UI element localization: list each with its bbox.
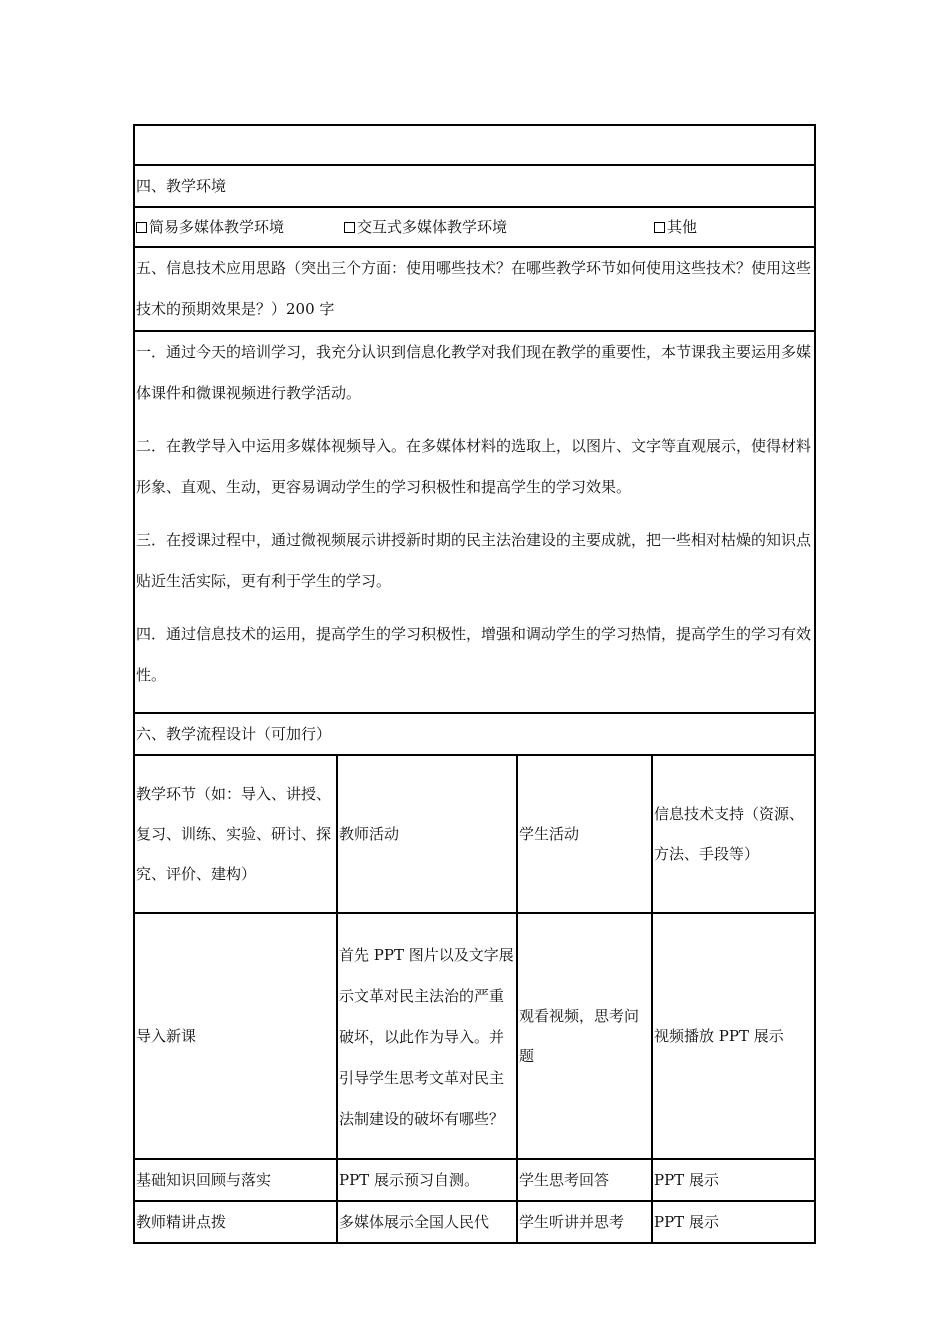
section6-row (134, 713, 815, 755)
checkbox-icon[interactable] (136, 222, 147, 233)
checkbox-icon[interactable] (344, 222, 355, 233)
section5-title-row (134, 247, 815, 331)
section5-title: 五、信息技术应用思路（突出三个方面：使用哪些技术？在哪些教学环节如何使用这些技术？使用这些技术的预期效果是？）200 字 (134, 247, 815, 331)
environment-cell (134, 207, 815, 247)
header-stage: 教学环节（如：导入、讲授、复习、训练、实验、研讨、探究、评价、建构） (134, 755, 337, 913)
paragraph-3: 三．在授课过程中，通过微视频展示讲授新时期的民主法治建设的主要成就，把一些相对枯燥的知识点贴近生活实际，更有利于学生的学习。 (136, 531, 812, 590)
teacher-cell: PPT 展示预习自测。 (337, 1159, 517, 1201)
section4-row (134, 165, 815, 207)
student-cell: 观看视频，思考问题 (517, 913, 652, 1159)
paragraph-4: 四．通过信息技术的运用，提高学生的学习积极性，增强和调动学生的学习热情，提高学生的学习有效性。 (136, 625, 812, 684)
table-row (134, 913, 815, 1159)
tech-cell: PPT 展示 (652, 1159, 815, 1201)
section5-content (134, 331, 815, 713)
empty-row (134, 125, 815, 165)
tech-cell: PPT 展示 (652, 1201, 815, 1243)
tech-cell: 视频播放 PPT 展示 (652, 913, 815, 1159)
teacher-cell: 多媒体展示全国人民代 (337, 1201, 517, 1243)
stage-cell: 导入新课 (134, 913, 337, 1159)
checkbox-icon[interactable] (654, 222, 665, 233)
paragraph-2: 二．在教学导入中运用多媒体视频导入。在多媒体材料的选取上，以图片、文字等直观展示，使得材料形象、直观、生动，更容易调动学生的学习积极性和提高学生的学习效果。 (136, 437, 812, 496)
section5-content-row (134, 331, 815, 713)
option-label: 交互式多媒体教学环境 (357, 218, 508, 236)
lesson-plan-table (133, 124, 816, 1244)
header-teacher: 教师活动 (337, 755, 517, 913)
option-simple-multimedia[interactable] (136, 207, 344, 247)
stage-cell: 基础知识回顾与落实 (134, 1159, 337, 1201)
table-row (134, 1159, 815, 1201)
option-label: 其他 (667, 218, 698, 236)
header-student: 学生活动 (517, 755, 652, 913)
environment-row (134, 207, 815, 247)
student-cell: 学生听讲并思考 (517, 1201, 652, 1243)
paragraph-1: 一．通过今天的培训学习，我充分认识到信息化教学对我们现在教学的重要性，本节课我主要运用多媒体课件和微课视频进行教学活动。 (136, 343, 812, 402)
empty-cell (134, 125, 815, 165)
option-label: 简易多媒体教学环境 (149, 218, 285, 236)
flow-header-row (134, 755, 815, 913)
stage-cell: 教师精讲点拨 (134, 1201, 337, 1243)
header-tech: 信息技术支持（资源、方法、手段等） (652, 755, 815, 913)
option-interactive-multimedia[interactable] (344, 207, 654, 247)
table-row (134, 1201, 815, 1243)
section6-title: 六、教学流程设计（可加行） (134, 713, 815, 755)
option-other[interactable] (654, 207, 697, 247)
student-cell: 学生思考回答 (517, 1159, 652, 1201)
section4-title: 四、教学环境 (134, 165, 815, 207)
teacher-cell: 首先 PPT 图片以及文字展示文革对民主法治的严重破坏，以此作为导入。并引导学生思考文革对民主法制建设的破坏有哪些？ (337, 913, 517, 1159)
